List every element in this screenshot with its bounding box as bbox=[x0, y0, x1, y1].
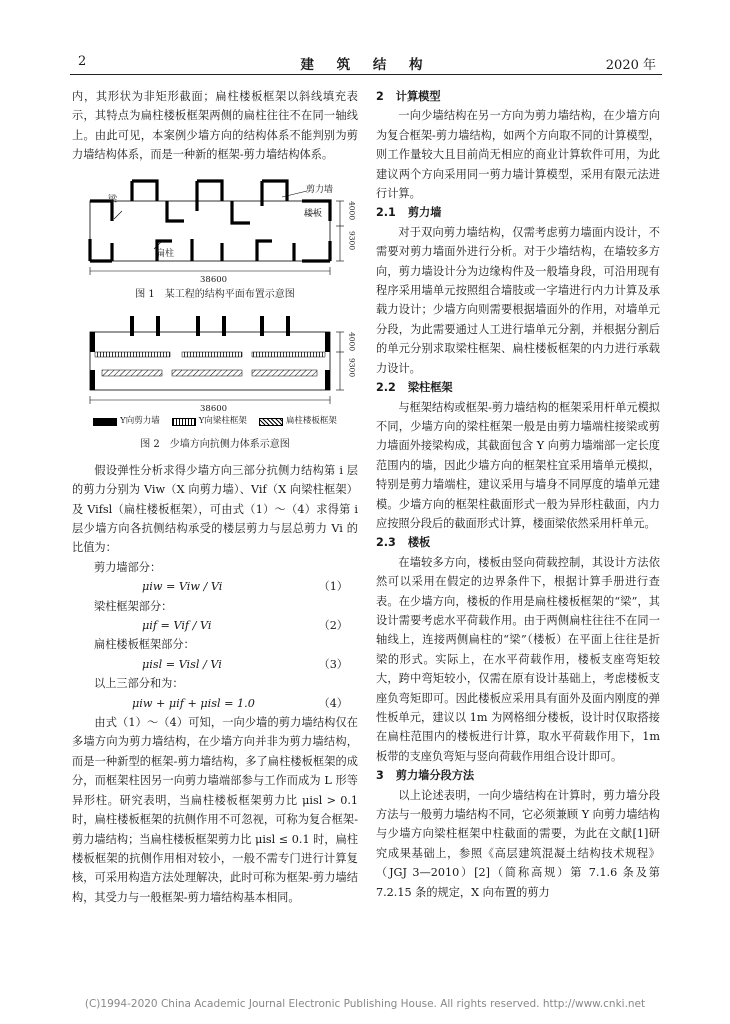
section-heading: 3 剪力墙分段方法 bbox=[376, 769, 475, 783]
paragraph: 由式（1）～（4）可知，一向少墙的剪力墙结构仅在多墙方向为剪力墙结构，在少墙方向并非为剪力墙结构，而是一种新型的框架-剪力墙结构，多了扁柱楼板框架的成分，而框架柱因另一向剪力墙端部参与工作而成为 L 形等异形柱。研究表明，当扁柱楼板框架剪力比 μisl > 0.1 时，扁柱楼板框架的抗侧作用不可忽视，可称为复合框架-剪力墙结构；当扁柱楼板框架剪力比 μisl ≤ 0.1 时，扁柱楼板框架的抗侧作用相对较小，一般不需专门进行计算复核，可采用构造方法处理解决，此时可称为框架-剪力墙结构，其受力与一般框架-剪力墙结构基本相同。 bbox=[72, 716, 358, 904]
equation-2: μif = Vif / Vi （2） bbox=[142, 619, 348, 633]
paragraph: 与框架结构或框架-剪力墙结构的框架采用杆单元模拟不同，少墙方向的梁柱框架一般是由剪力墙端柱接梁或剪力墙面外接梁构成，其截面包含 Y 向剪力墙端部一定长度范围内的墙，因此少墙方向的框架柱宜采用墙单元模拟，特别是剪力墙端柱，建议采用与墙身不同厚度的墙单元建模。少墙方向的框架柱截面形式一般为异形柱截面，内力应按照分段后的截面形式计算，楼面梁依然采用杆单元。 bbox=[376, 400, 660, 530]
equation-4: μiw + μif + μisl = 1.0 （4） bbox=[132, 696, 348, 710]
left-column bbox=[72, 87, 358, 907]
section-heading: 2 计算模型 bbox=[376, 90, 441, 103]
legend-item: 扁柱楼板框架 bbox=[259, 412, 337, 431]
equation-1: μiw = Viw / Vi （1） bbox=[142, 580, 348, 594]
paragraph: 内，其形状为非矩形截面；扁柱楼板框架以斜线填充表示，其特点为扁柱楼板框架两侧的扁柱往往不在同一轴线上。由此可见，本案例少墙方向的结构体系不能判别为剪力墙结构体系，而是一种新的框架-剪力墙结构体系。 bbox=[72, 90, 358, 162]
dim-height-1: 4000 bbox=[347, 200, 357, 220]
figure-2-caption: 图 2 少墙方向抗侧力体系示意图 bbox=[140, 439, 290, 451]
eq-label: 剪力墙部分： bbox=[94, 560, 162, 574]
dim-width: 38600 bbox=[200, 404, 228, 415]
dim-height-2: 9300 bbox=[347, 230, 357, 250]
paragraph: 在墙较多方向，楼板由竖向荷载控制，其设计方法依然可以采用在假定的边界条件下，根据计算手册进行查表。在少墙方向，楼板的作用是扁柱楼板框架的“梁”，其设计需要考虑水平荷载作用。由于两侧扁柱往往不在同一轴线上，连接两侧扁柱的“梁”（楼板）在平面上往往是折梁的形式。实际上，在水平荷载作用，楼板支座弯矩较大，跨中弯矩较小，仅需在原有设计基础上，考虑楼板支座负弯矩即可。因此楼板应采用具有面外及面内刚度的弹性板单元，建议以 1m 为网格细分楼板，设计时仅取搭接在扁柱范围内的楼板进行计算，取水平荷载作用下，1m 板带的支座负弯矩与竖向荷载作用组合设计即可。 bbox=[376, 555, 660, 763]
label-liang: 梁 bbox=[108, 194, 118, 205]
label-flat-column: 扁柱 bbox=[156, 248, 175, 259]
section-heading: 2.2 梁柱框架 bbox=[376, 381, 453, 395]
figure-2-system-drawing bbox=[72, 310, 358, 410]
section-heading: 2.1 剪力墙 bbox=[376, 206, 442, 220]
legend-item: Y向剪力墙 bbox=[93, 412, 160, 431]
issue-year: 2020 年 bbox=[605, 58, 656, 73]
dim-width: 38600 bbox=[200, 274, 228, 285]
eq-label: 以上三部分和为： bbox=[94, 677, 184, 691]
copyright-footer: (C)1994-2020 China Academic Journal Electronic Publishing House. All rights reserved. http://www.cnki.net bbox=[84, 998, 646, 1010]
figure-1-caption: 图 1 某工程的结构平面布置示意图 bbox=[135, 288, 295, 300]
figure-2 bbox=[72, 310, 358, 415]
paragraph: 假设弹性分析求得少墙方向三部分抗侧力结构第 i 层的剪力分别为 Viw（X 向剪力墙）、Vif（X 向梁柱框架）及 Vifsl（扁柱楼板框架），可由式（1）～（4）求得第 i 层少墙方向各抗侧结构承受的楼层剪力与层总剪力 Vi 的比值为： bbox=[72, 463, 358, 555]
label-shear-wall: 剪力墙 bbox=[306, 184, 334, 195]
equation-3: μisl = Visl / Vi （3） bbox=[142, 657, 348, 671]
eq-label: 扁柱楼板框架部分： bbox=[94, 638, 195, 652]
paragraph: 以上论述表明，一向少墙结构在计算时，剪力墙分段方法与一般剪力墙结构不同，它必须兼顾 Y 向剪力墙结构与少墙方向梁柱框架中柱截面的需要，为此在文献[1]研究成果基础上，参照《高层建筑混凝土结构技术规程》（JGJ 3—2010）[2]（简称高规）第 7.1.6 条及第 7.2.15 条的规定，X 向布置的剪力 bbox=[376, 788, 660, 899]
figure-1 bbox=[72, 171, 358, 283]
page-number: 2 bbox=[78, 54, 87, 69]
dim-height-2: 9300 bbox=[347, 358, 357, 378]
paragraph: 对于双向剪力墙结构，仅需考虑剪力墙面内设计，不需要对剪力墙面外进行分析。对于少墙结构，在墙较多方向，剪力墙设计分为边缘构件及一般墙身段，可沿用现有程序采用墙单元按照组合墙肢或一字墙进行内力计算及承载力设计；少墙方向则需要根据墙面外的作用，对墙单元分段，为此需要通过人工进行墙单元分割，并根据分割后的单元分别求取梁柱框架、扁柱楼板框架的内力进行承载力设计。 bbox=[376, 225, 660, 375]
running-header bbox=[70, 52, 662, 75]
legend-item: Y向梁柱框架 bbox=[172, 412, 247, 431]
eq-label: 梁柱框架部分： bbox=[94, 599, 173, 613]
section-heading: 2.3 楼板 bbox=[376, 536, 431, 550]
label-slab: 楼板 bbox=[304, 208, 323, 219]
right-column bbox=[376, 87, 660, 902]
dim-height-1: 4000 bbox=[347, 332, 357, 352]
journal-title: 建 筑 结 构 bbox=[300, 57, 432, 73]
paragraph: 一向少墙结构在另一方向为剪力墙结构，在少墙方向为复合框架-剪力墙结构，如两个方向取不同的计算模型，则工作量较大且目前尚无相应的商业计算软件可用，为此建议两个方向采用同一剪力墙计算模型，采用有限元法进行计算。 bbox=[376, 109, 660, 201]
